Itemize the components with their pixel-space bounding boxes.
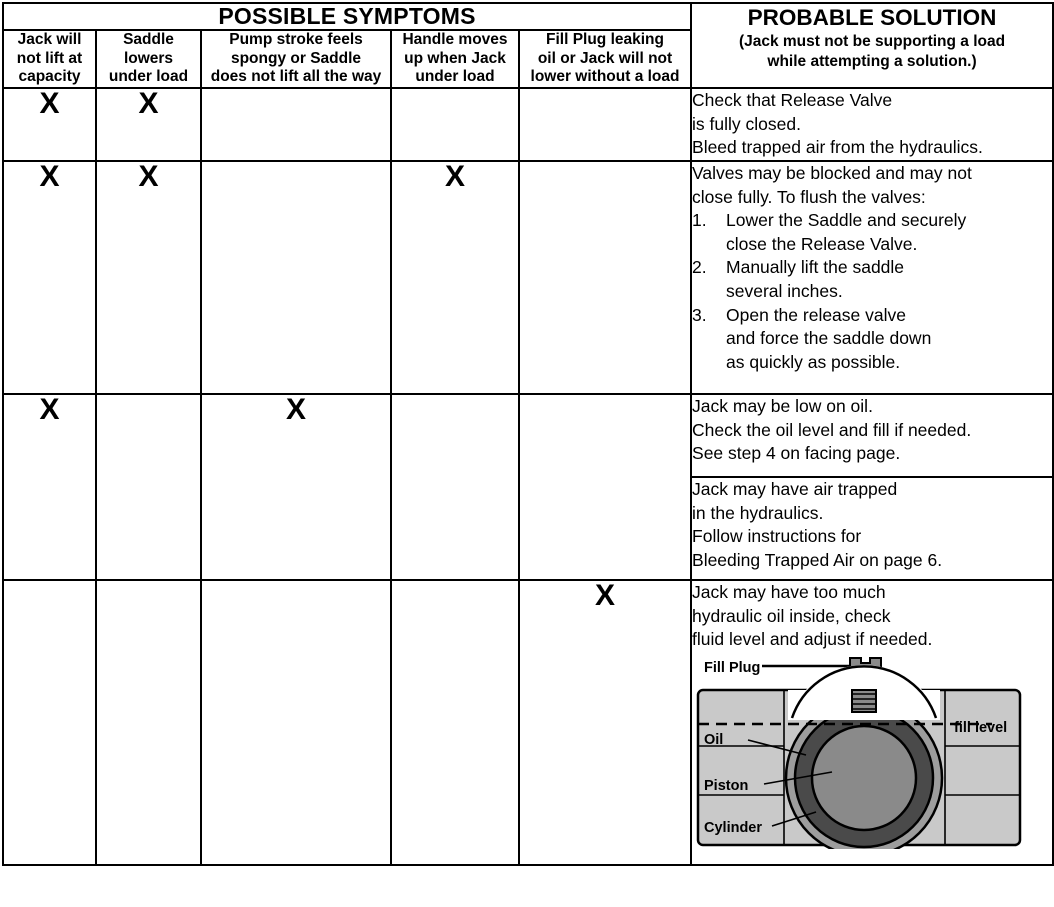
symptom-mark: X bbox=[3, 88, 96, 161]
table-row bbox=[3, 580, 1053, 865]
probable-solution-subtitle-line1: (Jack must not be supporting a load bbox=[738, 33, 1006, 51]
solution-cell: Jack may be low on oil. Check the oil level and fill if needed. See step 4 on facing page. bbox=[691, 394, 1053, 477]
symptom-column-3: Pump stroke feels spongy or Saddle does not lift all the way bbox=[201, 30, 391, 88]
fill-plug-label: Fill Plug bbox=[704, 659, 761, 676]
piston-label: Piston bbox=[704, 777, 749, 794]
symptom-mark: X bbox=[519, 580, 691, 865]
symptom-mark bbox=[201, 88, 391, 161]
cylinder-label: Cylinder bbox=[704, 819, 763, 836]
symptom-mark bbox=[391, 580, 519, 865]
symptom-column-4: Handle moves up when Jack under load bbox=[391, 30, 519, 88]
oil-label: Oil bbox=[704, 731, 724, 748]
plug-thread-inner bbox=[852, 690, 876, 712]
list-item bbox=[692, 209, 1052, 256]
list-item bbox=[692, 304, 1052, 375]
solution-cell: Check that Release Valve is fully closed. Bleed trapped air from the hydraulics. bbox=[691, 88, 1053, 161]
symptom-mark: X bbox=[96, 161, 201, 394]
symptom-mark: X bbox=[201, 394, 391, 580]
solution-cell: Jack may have air trapped in the hydraulics. Follow instructions for Bleeding Trapped Air on page 6. bbox=[691, 477, 1053, 580]
step-text: Manually lift the saddle several inches. bbox=[726, 257, 905, 302]
solution-cell: Valves may be blocked and may not close fully. To flush the valves: 1. Lower the Saddle and securely close the Release Valve. 2. Manually lift the saddle several inches. 3. Open the release valve and force the saddle down as quickly as possible. bbox=[691, 161, 1053, 394]
troubleshooting-page bbox=[0, 2, 1054, 907]
symptom-mark bbox=[391, 88, 519, 161]
symptom-mark bbox=[519, 88, 691, 161]
cylinder-rings bbox=[786, 700, 942, 849]
symptom-mark bbox=[519, 394, 691, 580]
symptom-column-1: Jack will not lift at capacity bbox=[3, 30, 96, 88]
symptom-column-2: Saddle lowers under load bbox=[96, 30, 201, 88]
symptom-column-5: Fill Plug leaking oil or Jack will not lower without a load bbox=[519, 30, 691, 88]
probable-solution-title: PROBABLE SOLUTION bbox=[747, 5, 997, 30]
symptom-mark bbox=[391, 394, 519, 580]
jack-cylinder-diagram bbox=[692, 654, 1052, 849]
symptom-mark bbox=[201, 580, 391, 865]
probable-solution-subtitle-line2: while attempting a solution.) bbox=[767, 52, 977, 70]
table-row bbox=[3, 161, 1053, 394]
step-number: 1. bbox=[692, 210, 707, 231]
list-item bbox=[692, 256, 1052, 303]
symptom-mark bbox=[96, 394, 201, 580]
symptom-mark: X bbox=[3, 161, 96, 394]
symptom-mark bbox=[519, 161, 691, 394]
possible-symptoms-title: POSSIBLE SYMPTOMS bbox=[3, 3, 691, 30]
symptom-mark bbox=[201, 161, 391, 394]
probable-solution-header bbox=[691, 3, 1053, 88]
solution-step-list bbox=[692, 209, 1052, 374]
solution-text: Jack may have too much hydraulic oil inside, check fluid level and adjust if needed. bbox=[692, 581, 933, 650]
solution-cell-with-diagram bbox=[691, 580, 1053, 865]
step-number: 3. bbox=[692, 304, 707, 325]
step-text: Lower the Saddle and securely close the Release Valve. bbox=[726, 210, 967, 254]
table-header-row-title bbox=[3, 3, 1053, 30]
table-row bbox=[3, 394, 1053, 477]
step-text: Open the release valve and force the saddle down as quickly as possible. bbox=[726, 304, 932, 372]
symptom-mark: X bbox=[96, 88, 201, 161]
cylinder-cross-section-svg bbox=[692, 654, 1032, 849]
symptom-mark bbox=[3, 580, 96, 865]
symptom-mark: X bbox=[3, 394, 96, 580]
step-number: 2. bbox=[692, 257, 707, 278]
troubleshooting-table bbox=[2, 2, 1054, 866]
fill-level-label: fill level bbox=[954, 719, 1008, 736]
table-row bbox=[3, 88, 1053, 161]
symptom-mark bbox=[96, 580, 201, 865]
symptom-mark: X bbox=[391, 161, 519, 394]
